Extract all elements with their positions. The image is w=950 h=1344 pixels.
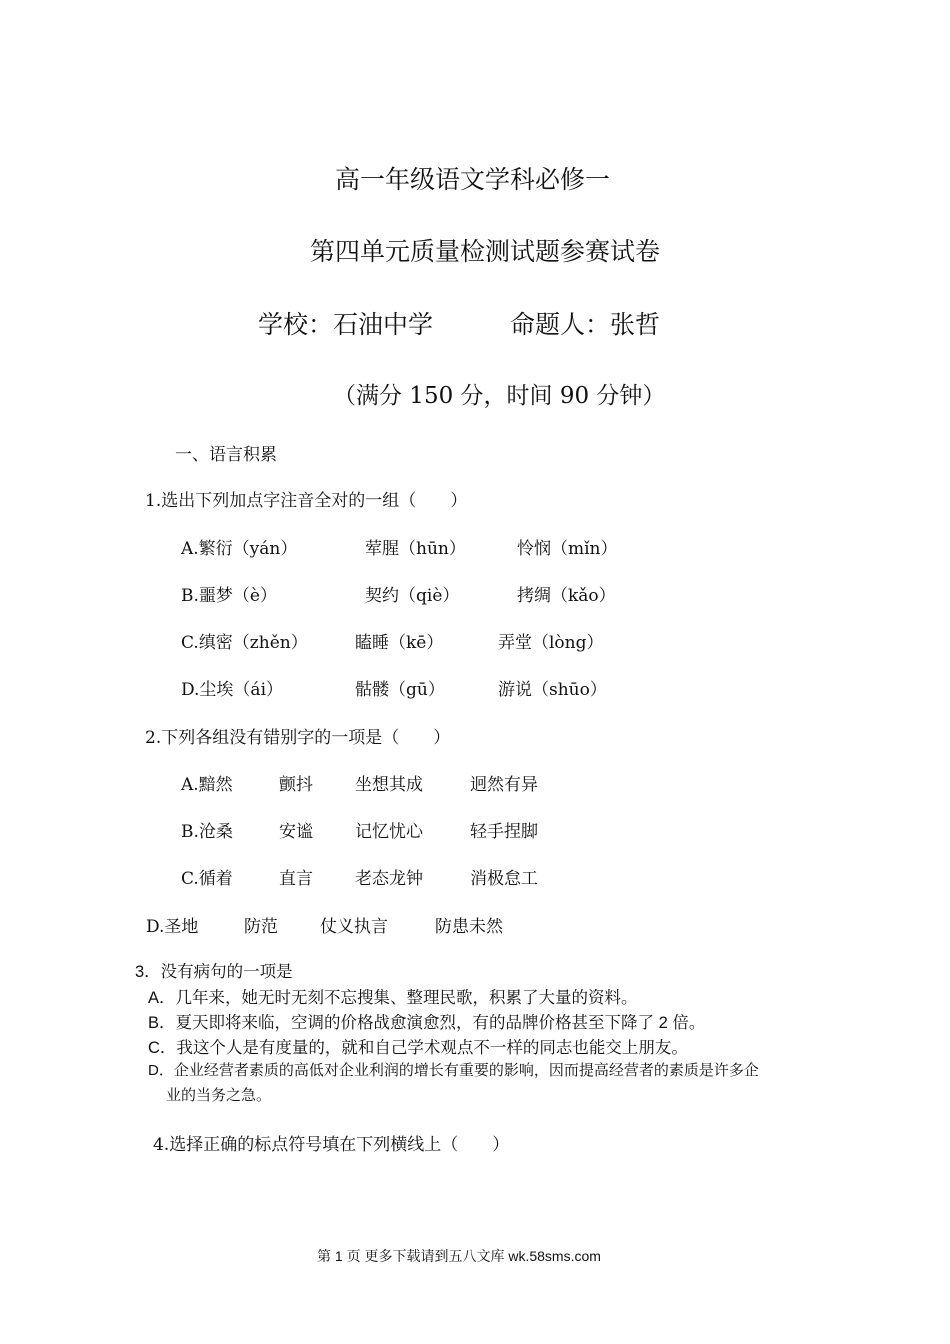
q1-option-a-3: 怜悯（mǐn） bbox=[517, 539, 618, 559]
section-title: 一、语言积累 bbox=[175, 445, 277, 465]
q2-option-c-4: 消极怠工 bbox=[470, 869, 538, 889]
q2-option-b-2: 安谧 bbox=[279, 822, 313, 842]
q1-option-d-1: D.尘埃（ái） bbox=[181, 680, 283, 700]
score-time-note: （满分 150 分，时间 90 分钟） bbox=[333, 383, 666, 409]
q2-option-c-2: 直言 bbox=[279, 869, 313, 889]
author-name: 命题人：张哲 bbox=[510, 310, 661, 339]
page-footer: 第 1 页 更多下载请到五八文库 wk.58sms.com bbox=[317, 1248, 601, 1264]
q1-option-c-2: 瞌睡（kē） bbox=[355, 633, 444, 653]
q2-option-d-1: D.圣地 bbox=[146, 917, 199, 937]
q3-option-c: C．我这个人是有度量的，就和自己学术观点不一样的同志也能交上朋友。 bbox=[148, 1039, 688, 1057]
document-subtitle: 第四单元质量检测试题参赛试卷 bbox=[310, 237, 661, 266]
q3-option-d: D．企业经营者素质的高低对企业利润的增长有重要的影响，因而提高经营者的素质是许多企 bbox=[148, 1062, 759, 1079]
q2-option-a-1: A.黯然 bbox=[181, 775, 233, 795]
q1-option-d-2: 骷髅（gū） bbox=[355, 680, 445, 700]
question-2-stem: 2.下列各组没有错别字的一项是（ ） bbox=[145, 728, 451, 748]
q1-option-c-1: C.缜密（zhěn） bbox=[181, 633, 308, 653]
q1-option-c-3: 弄堂（lòng） bbox=[498, 633, 604, 653]
q1-option-a-2: 荤腥（hūn） bbox=[365, 539, 466, 559]
q2-option-b-4: 轻手捏脚 bbox=[470, 822, 538, 842]
school-name: 学校：石油中学 bbox=[258, 310, 434, 339]
q2-option-a-4: 迥然有异 bbox=[470, 775, 538, 795]
question-4-stem: 4.选择正确的标点符号填在下列横线上（ ） bbox=[153, 1135, 510, 1155]
q1-option-b-2: 契约（qiè） bbox=[365, 586, 460, 606]
q1-option-a-1: A.繁衍（yán） bbox=[181, 539, 298, 559]
q3-option-a: A．几年来，她无时无刻不忘搜集、整理民歌，积累了大量的资料。 bbox=[148, 989, 638, 1007]
question-1-stem: 1.选出下列加点字注音全对的一组（ ） bbox=[145, 491, 468, 511]
q2-option-c-1: C.循着 bbox=[181, 869, 233, 889]
q2-option-d-4: 防患未然 bbox=[435, 917, 503, 937]
q1-option-b-1: B.噩梦（è） bbox=[181, 586, 277, 606]
question-3-stem: 3．没有病句的一项是 bbox=[135, 963, 293, 981]
q2-option-a-2: 颤抖 bbox=[279, 775, 313, 795]
document-title: 高一年级语文学科必修一 bbox=[335, 165, 611, 194]
q1-option-d-3: 游说（shūo） bbox=[498, 680, 607, 700]
q3-option-d-continued: 业的当务之急。 bbox=[166, 1087, 272, 1104]
q2-option-a-3: 坐想其成 bbox=[355, 775, 423, 795]
q2-option-d-3: 仗义执言 bbox=[320, 917, 388, 937]
q3-option-b: B．夏天即将来临，空调的价格战愈演愈烈，有的品牌价格甚至下降了 2 倍。 bbox=[148, 1014, 706, 1032]
q2-option-d-2: 防范 bbox=[244, 917, 278, 937]
q2-option-b-3: 记忆忧心 bbox=[355, 822, 423, 842]
q2-option-b-1: B.沧桑 bbox=[181, 822, 233, 842]
q1-option-b-3: 拷绸（kǎo） bbox=[517, 586, 616, 606]
q2-option-c-3: 老态龙钟 bbox=[355, 869, 423, 889]
